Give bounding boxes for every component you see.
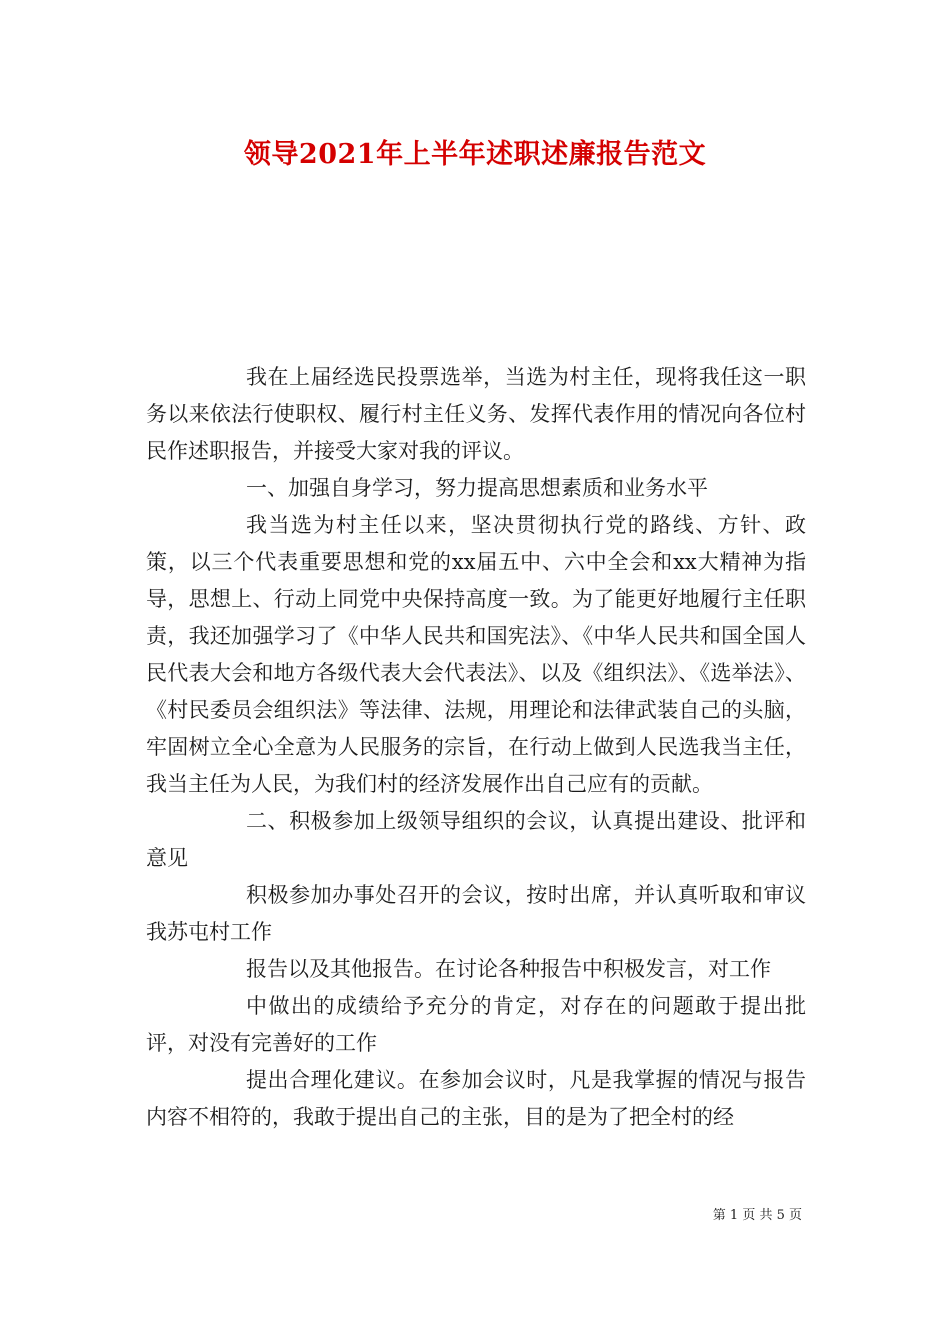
paragraph-section-1: 我当选为村主任以来，坚决贯彻执行党的路线、方针、政策，以三个代表重要思想和党的xx届五中、六中全会和xx大精神为指导，思想上、行动上同党中央保持高度一致。为了能更好地履行主任职责，我还加强学习了《中华人民共和国宪法》、《中华人民共和国全国人民代表大会和地方各级代表大会代表法》、以及《组织法》、《选举法》、《村民委员会组织法》等法律、法规，用理论和法律武装自己的头脑，牢固树立全心全意为人民服务的宗旨，在行动上做到人民选我当主任，我当主任为人民，为我们村的经济发展作出自己应有的贡献。 — [146, 513, 806, 796]
section-heading-1: 一、加强自身学习，努力提高思想素质和业务水平 — [246, 476, 708, 500]
document-body — [146, 359, 806, 1136]
paragraph-intro: 我在上届经选民投票选举，当选为村主任，现将我任这一职务以来依法行使职权、履行村主任义务、发挥代表作用的情况向各位村民作述职报告，并接受大家对我的评议。 — [146, 365, 806, 463]
paragraph-section-2d: 提出合理化建议。在参加会议时，凡是我掌握的情况与报告内容不相符的，我敢于提出自己的主张，目的是为了把全村的经 — [146, 1068, 806, 1129]
paragraph-section-2a: 积极参加办事处召开的会议，按时出席，并认真听取和审议我苏屯村工作 — [146, 883, 806, 944]
document-title: 领导2021年上半年述职述廉报告范文 — [243, 139, 707, 170]
paragraph-section-2c: 中做出的成绩给予充分的肯定，对存在的问题敢于提出批评，对没有完善好的工作 — [146, 994, 806, 1055]
paragraph-section-2b: 报告以及其他报告。在讨论各种报告中积极发言，对工作 — [246, 957, 771, 981]
section-heading-2: 二、积极参加上级领导组织的会议，认真提出建设、批评和意见 — [146, 809, 806, 870]
page-number-footer: 第 1 页 共 5 页 — [712, 1208, 802, 1223]
